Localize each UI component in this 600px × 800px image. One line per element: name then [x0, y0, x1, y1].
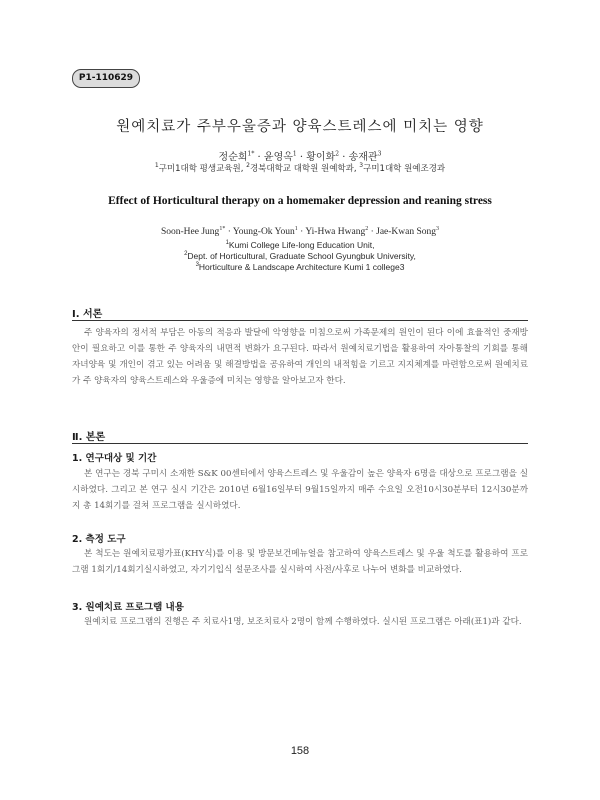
measures-paragraph: 본 척도는 원예치료평가표(KHY식)를 이용 및 방문보건메뉴얼을 참고하여 양육스트레스 및 우울 척도를 활용하여 프로그램 1회기/14회기실시하였고, 자기기입식 설문조사를 실시하여 사전/사후로 나누어 변화를 비교하였다. — [72, 549, 528, 575]
author-separator: · — [339, 152, 349, 163]
affil-text: 구미1대학 원예조경과 — [363, 164, 446, 174]
author-separator: · — [297, 227, 306, 237]
author-separator: · — [368, 227, 377, 237]
affil-text: Horticulture & Landscape Architecture Kumi 1 college3 — [198, 262, 405, 272]
author-sup: 3 — [436, 225, 440, 232]
author-name: 황이화 — [306, 152, 336, 163]
author-sup: 1* — [219, 225, 226, 232]
author-name: Jae-Kwan Song — [376, 227, 437, 237]
author-sup: 2 — [365, 225, 369, 232]
author-separator: · — [296, 152, 307, 163]
author-name: Yi-Hwa Hwang — [305, 227, 366, 237]
korean-affiliations — [0, 162, 600, 174]
author-name: Young-Ok Youn — [232, 227, 295, 237]
affil-text: 구미1대학 평생교육원, — [158, 164, 244, 174]
author-sup: 1 — [294, 225, 298, 232]
author-separator: · — [254, 152, 264, 163]
affil-sup: 1 — [154, 162, 159, 170]
author-sup: 2 — [335, 150, 340, 158]
author-sup: 1* — [247, 150, 255, 158]
author-name: Soon-Hee Jung — [160, 227, 220, 237]
english-affiliation-2 — [0, 251, 600, 262]
korean-authors — [0, 148, 600, 163]
author-name: 윤영옥 — [263, 152, 293, 163]
program-paragraph: 원예치료 프로그램의 진행은 주 치료사1명, 보조치료사 2명이 함께 수행하였다. 실시된 프로그램은 아래(표1)과 같다. — [84, 617, 522, 627]
subsection-heading-measures: 2. 측정 도구 — [72, 534, 126, 545]
author-name: 정순희 — [218, 152, 248, 163]
subsection-heading-program: 3. 원예치료 프로그램 내용 — [72, 602, 184, 613]
author-name: 송재관 — [348, 152, 378, 163]
english-affiliation-1 — [0, 240, 600, 251]
affil-text: Dept. of Horticultural, Graduate School Gyungbuk University, — [187, 251, 416, 261]
intro-paragraph: 주 양육자의 정서적 부담은 아동의 적응과 발달에 악영향을 미침으로써 가족문제의 원인이 된다 이에 효율적인 중재방안이 필요하고 이를 통한 주 양육자의 내면적 변화가 요구된다. 따라서 원예치료기법을 활용하여 자아통찰의 기회를 통해 자녀양육 및 개인이 겪고 있는 어려움 및 해결방법을 공유하여 개인의 내적힘을 기르고 지지체계를 마련함으로써 원예치료가 주 양육자의 양육스트레스와 우울증에 미치는 영향을 알아보고자 한다. — [72, 328, 528, 386]
korean-title: 원예치료가 주부우울증과 양육스트레스에 미치는 영향 — [116, 119, 484, 135]
author-sup: 1 — [292, 150, 297, 158]
affil-text: 경북대학교 대학원 원예학과, — [249, 164, 357, 174]
subjects-paragraph: 본 연구는 경북 구미시 소재한 S&K 00센터에서 양육스트레스 및 우울감이 높은 양육자 6명을 대상으로 프로그램을 실시하였다. 그리고 본 연구 실시 기간은 2010년 6월16일부터 9월15일까지 매주 수요일 오전10시30분부터 12시30분까지 총 14회기를 걸쳐 프로그램을 실시하였다. — [72, 469, 528, 511]
affil-text: Kumi College Life-long Education Unit, — [228, 240, 375, 250]
english-affiliation-3 — [0, 262, 600, 273]
section-heading-main: Ⅱ. 본론 — [72, 432, 106, 443]
section-divider — [72, 320, 528, 321]
paper-id-badge: P1-110629 — [72, 69, 140, 88]
affil-sup: 3 — [359, 162, 364, 170]
affil-sup: 1 — [225, 240, 229, 247]
english-title: Effect of Horticultural therapy on a homemaker depression and reaning stress — [108, 195, 492, 207]
affil-sup: 2 — [246, 162, 250, 170]
subsection-heading-subjects: 1. 연구대상 및 기간 — [72, 453, 157, 464]
english-authors — [0, 227, 600, 237]
affil-sup: 2 — [184, 251, 188, 258]
page-number: 158 — [290, 745, 310, 757]
author-separator: · — [225, 227, 233, 237]
section-divider — [72, 443, 528, 444]
section-heading-intro: Ⅰ. 서론 — [72, 309, 103, 320]
affil-sup: 3 — [195, 262, 199, 269]
author-sup: 3 — [377, 150, 382, 158]
